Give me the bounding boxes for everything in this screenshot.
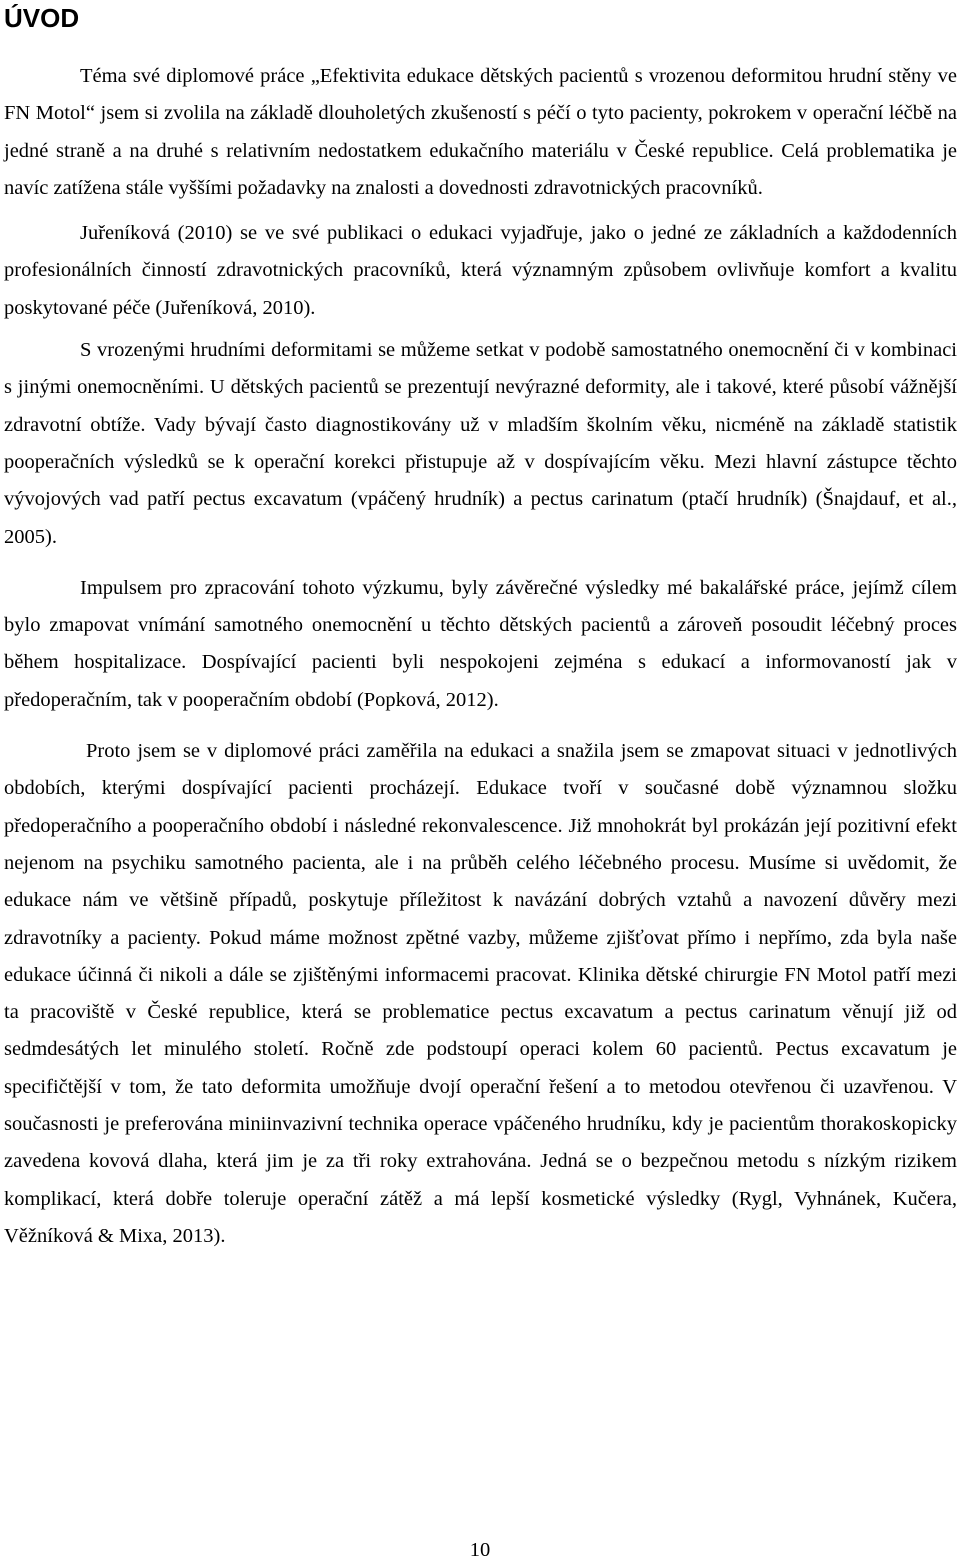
paragraph-chest-deformities: S vrozenými hrudními deformitami se můžeme setkat v podobě samostatného onemocnění či v kombinaci s jinými onemocněními. U dětských pacientů se prezentují nevýrazné deformity, ale i takové, které působí vážnější zdravotní obtíže. Vady bývají často diagnostikovány už v mladším školním věku, nicméně na základě statistik pooperačních výsledků se k operační korekci přistupuje až v dospívajícím věku. Mezi hlavní zástupce těchto vývojových vad patří pectus excavatum (vpáčený hrudník) a pectus carinatum (ptačí hrudník) (Šnajdauf, et al., 2005). xyxy=(4,339,957,548)
page-number: 10 xyxy=(469,1539,491,1561)
paragraph-research-impulse: Impulsem pro zpracování tohoto výzkumu, byly závěrečné výsledky mé bakalářské práce, jejímž cílem bylo zmapovat vnímání samotného onemocnění u těchto dětských pacientů a zároveň posoudit léčebný proces během hospitalizace. Dospívající pacienti byli nespokojeni zejména s edukací a informovaností jak v předoperačním, tak v pooperačním období (Popková, 2012). xyxy=(4,576,957,711)
paragraph-thesis-focus: Proto jsem se v diplomové práci zaměřila na edukaci a snažila jsem se zmapovat situaci v jednotlivých obdobích, kterými dospívající pacienti procházejí. Edukace tvoří v současné době významnou složku předoperačního a pooperačního období i následné rekonvalescence. Již mnohokrát byl prokázán její pozitivní efekt nejenom na psychiku samotného pacienta, ale i na průběh celého léčebného procesu. Musíme si uvědomit, že edukace nám ve většině případů, poskytuje příležitost k navázání dobrých vztahů a navození důvěry mezi zdravotníky a pacienty. Pokud máme možnost zpětné vazby, můžeme zjišťovat přímo i nepřímo, zda byla naše edukace účinná či nikoli a dále se zjištěnými informacemi pracovat. Klinika dětské chirurgie FN Motol patří mezi ta pracoviště v České republice, která se problematice pectus excavatum a pectus carinatum věnují již od sedmdesátých let minulého století. Ročně zde podstoupí operaci kolem 60 pacientů. Pectus excavatum je specifičtější v tom, že tato deformita umožňuje dvojí operační řešení a to metodou otevřenou či uzavřenou. V současnosti je preferována miniinvazivní technika operace vpáčeného hrudníku, kdy je pacientům thorakoskopicky zavedena kovová dlaha, která jim je za tři roky extrahována. Jedná se o bezpečnou metodu s nízkým rizikem komplikací, která dobře toleruje operační zátěž a má lepší kosmetické výsledky (Rygl, Vyhnánek, Kučera, Věžníková & Mixa, 2013). xyxy=(4,740,957,1247)
document-page xyxy=(4,0,957,1255)
section-heading: ÚVOD xyxy=(4,3,80,33)
paragraph-education-definition: Juřeníková (2010) se ve své publikaci o edukaci vyjadřuje, jako o jedné ze základních a každodenních profesionálních činností zdravotnických pracovníků, která významným způsobem ovlivňuje komfort a kvalitu poskytované péče (Juřeníková, 2010). xyxy=(4,222,957,319)
paragraph-topic-choice: Téma své diplomové práce „Efektivita edukace dětských pacientů s vrozenou deformitou hrudní stěny ve FN Motol“ jsem si zvolila na základě dlouholetých zkušeností s péčí o tyto pacienty, pokrokem v operační léčbě na jedné straně a na druhé s relativním nedostatkem edukačního materiálu v České republice. Celá problematika je navíc zatížena stále vyššími požadavky na znalosti a dovednosti zdravotnických pracovníků. xyxy=(4,65,957,199)
